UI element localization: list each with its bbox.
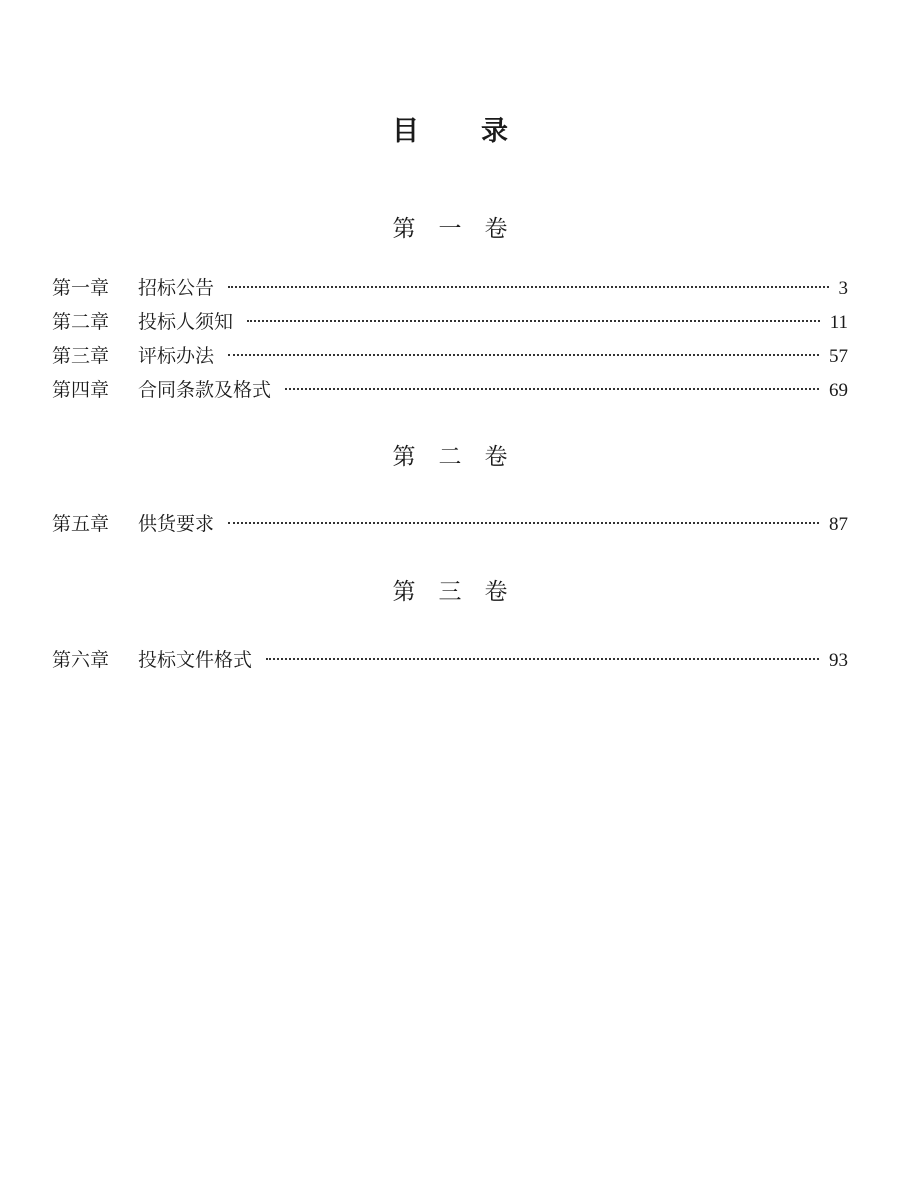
dot-leader [228, 286, 828, 288]
toc-entry[interactable] [52, 271, 848, 305]
toc-chapter-title: 合同条款及格式 [138, 379, 272, 401]
toc-page-number: 93 [829, 650, 848, 671]
toc-page-number: 11 [829, 312, 848, 333]
toc-chapter-title: 招标公告 [138, 277, 215, 299]
toc-chapter-number: 第四章 [52, 379, 110, 401]
toc-entry[interactable] [52, 507, 848, 541]
dot-leader [228, 522, 819, 524]
toc-entry[interactable] [52, 373, 848, 407]
volume-heading-3: 第 三 卷 [392, 579, 508, 605]
volume-heading-1: 第 一 卷 [392, 216, 508, 242]
dot-leader [228, 354, 819, 356]
toc-list-volume-1 [52, 271, 848, 407]
toc-chapter-number: 第一章 [52, 277, 110, 299]
toc-entry[interactable] [52, 305, 848, 339]
toc-chapter-title: 投标文件格式 [138, 649, 253, 671]
dot-leader [285, 388, 819, 390]
toc-entry[interactable] [52, 339, 848, 373]
toc-chapter-number: 第六章 [52, 649, 110, 671]
title-char-right: 录 [481, 116, 508, 147]
toc-page-number: 87 [829, 514, 848, 535]
dot-leader [247, 320, 820, 322]
toc-list-volume-2 [52, 507, 848, 541]
toc-page-number: 69 [829, 380, 848, 401]
toc-chapter-title: 投标人须知 [138, 311, 234, 333]
toc-chapter-number: 第二章 [52, 311, 110, 333]
volume-heading-2: 第 二 卷 [392, 444, 508, 470]
toc-entry[interactable] [52, 643, 848, 677]
toc-chapter-title: 评标办法 [138, 345, 215, 367]
toc-page-number: 3 [838, 278, 848, 299]
title-char-left: 目 [392, 116, 419, 147]
page-title [0, 112, 900, 152]
toc-page-number: 57 [829, 346, 848, 367]
dot-leader [266, 658, 819, 660]
toc-chapter-number: 第五章 [52, 513, 110, 535]
toc-chapter-title: 供货要求 [138, 513, 215, 535]
toc-list-volume-3 [52, 643, 848, 677]
toc-chapter-number: 第三章 [52, 345, 110, 367]
